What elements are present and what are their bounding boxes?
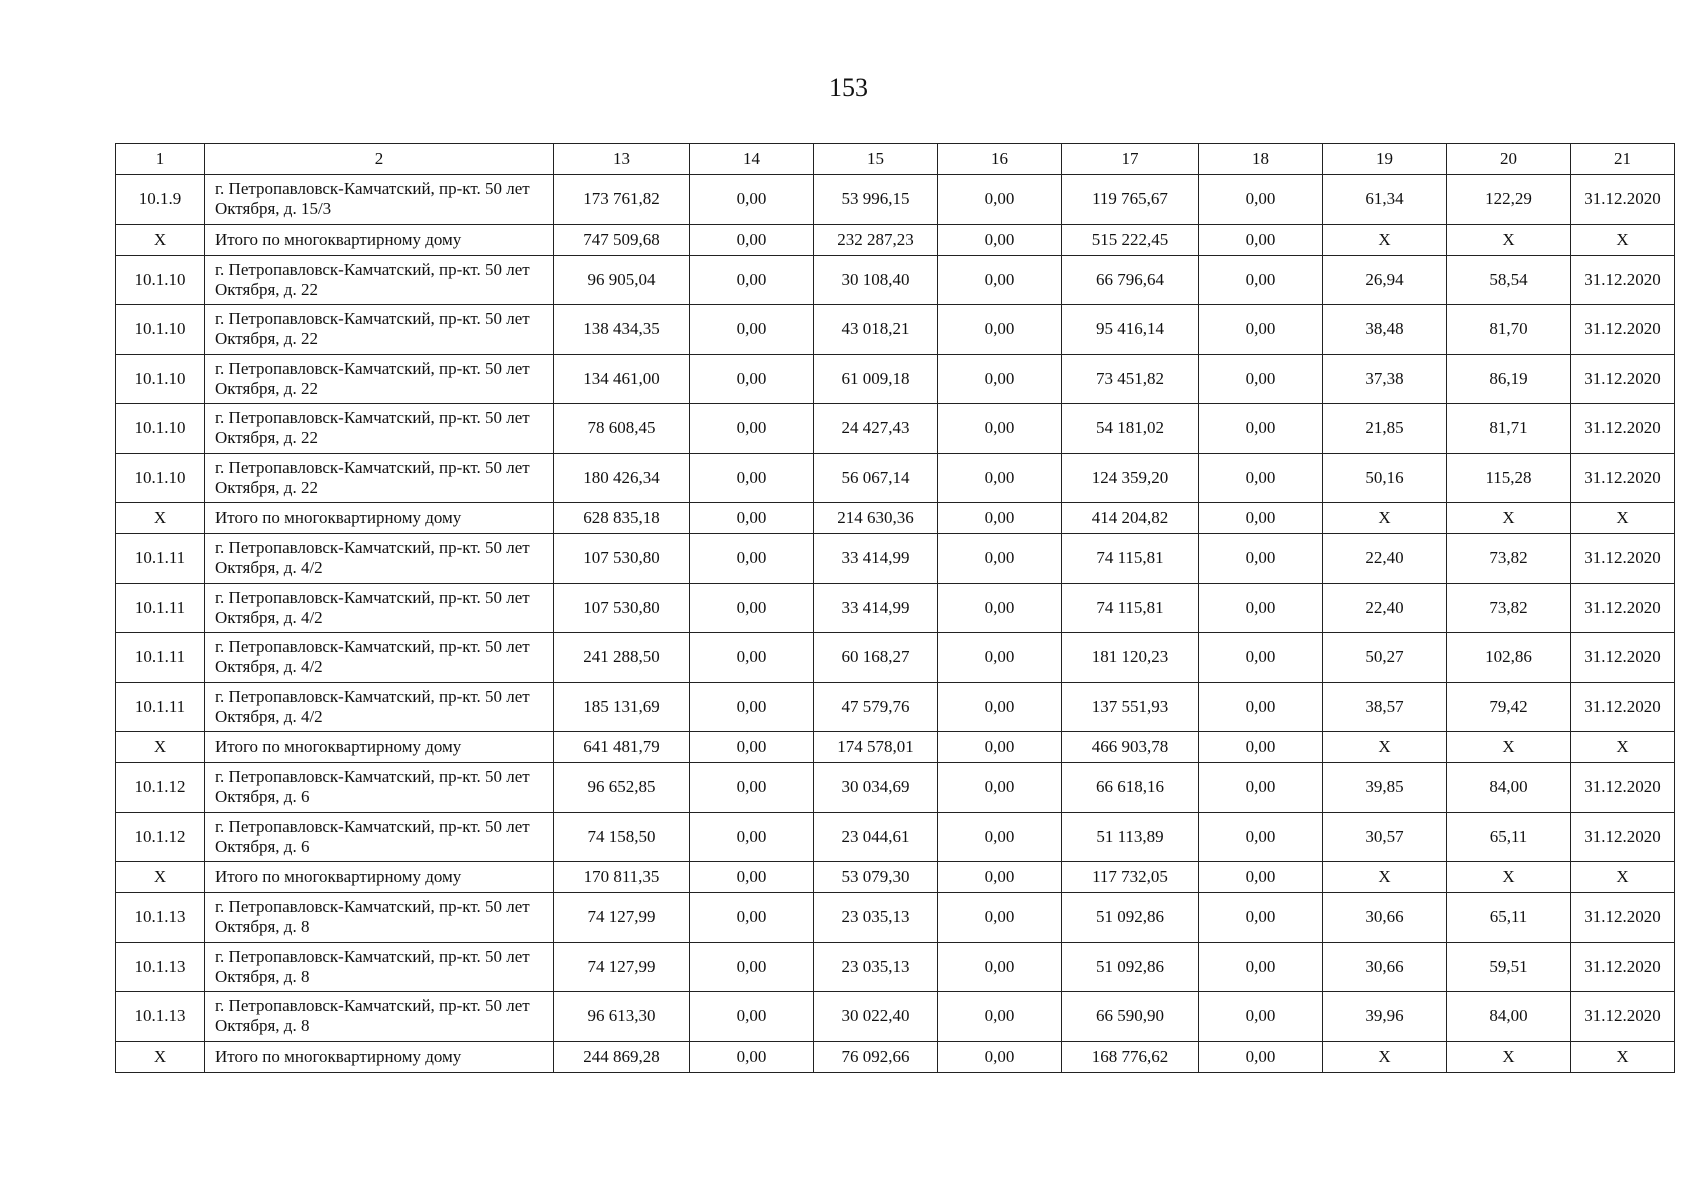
col-13-cell: 244 869,28 — [554, 1041, 690, 1072]
col-16-cell: 0,00 — [938, 583, 1062, 633]
col-15-cell: 43 018,21 — [814, 305, 938, 355]
table-row — [116, 763, 1675, 813]
col-17-cell: 137 551,93 — [1062, 682, 1199, 732]
col-20-cell: 84,00 — [1447, 763, 1571, 813]
col-13-cell: 107 530,80 — [554, 534, 690, 584]
col-16-cell: 0,00 — [938, 763, 1062, 813]
date-cell: 31.12.2020 — [1571, 534, 1675, 584]
col-16-cell: 0,00 — [938, 453, 1062, 503]
date-cell: X — [1571, 1041, 1675, 1072]
date-cell: 31.12.2020 — [1571, 633, 1675, 683]
item-number-cell: X — [116, 862, 205, 893]
col-14-cell: 0,00 — [690, 862, 814, 893]
item-number-cell: X — [116, 732, 205, 763]
col-15-cell: 232 287,23 — [814, 224, 938, 255]
col-17-cell: 74 115,81 — [1062, 534, 1199, 584]
col-14-cell: 0,00 — [690, 893, 814, 943]
col-18-cell: 0,00 — [1199, 404, 1323, 454]
address-cell: г. Петропавловск-Камчатский, пр-кт. 50 лет Октября, д. 22 — [205, 305, 554, 355]
item-number-cell: 10.1.10 — [116, 305, 205, 355]
col-14-cell: 0,00 — [690, 175, 814, 225]
col-20-cell: X — [1447, 732, 1571, 763]
col-16-cell: 0,00 — [938, 682, 1062, 732]
col-14-cell: 0,00 — [690, 453, 814, 503]
col-15-cell: 23 035,13 — [814, 893, 938, 943]
col-16-cell: 0,00 — [938, 175, 1062, 225]
header-row — [116, 144, 1675, 175]
col-18-cell: 0,00 — [1199, 763, 1323, 813]
col-20-cell: 58,54 — [1447, 255, 1571, 305]
col-17-cell: 466 903,78 — [1062, 732, 1199, 763]
col-19-cell: 50,27 — [1323, 633, 1447, 683]
column-header: 13 — [554, 144, 690, 175]
col-13-cell: 74 127,99 — [554, 893, 690, 943]
col-15-cell: 24 427,43 — [814, 404, 938, 454]
col-14-cell: 0,00 — [690, 583, 814, 633]
col-14-cell: 0,00 — [690, 992, 814, 1042]
column-header: 16 — [938, 144, 1062, 175]
col-16-cell: 0,00 — [938, 255, 1062, 305]
col-18-cell: 0,00 — [1199, 453, 1323, 503]
col-19-cell: X — [1323, 503, 1447, 534]
col-20-cell: 65,11 — [1447, 893, 1571, 943]
col-13-cell: 747 509,68 — [554, 224, 690, 255]
col-17-cell: 66 618,16 — [1062, 763, 1199, 813]
address-cell: г. Петропавловск-Камчатский, пр-кт. 50 лет Октября, д. 8 — [205, 893, 554, 943]
col-19-cell: 39,96 — [1323, 992, 1447, 1042]
col-13-cell: 96 652,85 — [554, 763, 690, 813]
col-16-cell: 0,00 — [938, 354, 1062, 404]
col-19-cell: 39,85 — [1323, 763, 1447, 813]
col-19-cell: 30,66 — [1323, 942, 1447, 992]
col-18-cell: 0,00 — [1199, 893, 1323, 943]
table-row — [116, 255, 1675, 305]
table-row — [116, 453, 1675, 503]
column-header: 18 — [1199, 144, 1323, 175]
date-cell: X — [1571, 862, 1675, 893]
col-14-cell: 0,00 — [690, 404, 814, 454]
col-15-cell: 214 630,36 — [814, 503, 938, 534]
col-19-cell: 22,40 — [1323, 583, 1447, 633]
total-row — [116, 224, 1675, 255]
item-number-cell: X — [116, 224, 205, 255]
col-19-cell: 38,57 — [1323, 682, 1447, 732]
col-15-cell: 33 414,99 — [814, 583, 938, 633]
address-cell: Итого по многоквартирному дому — [205, 224, 554, 255]
address-cell: Итого по многоквартирному дому — [205, 862, 554, 893]
col-15-cell: 174 578,01 — [814, 732, 938, 763]
col-20-cell: 86,19 — [1447, 354, 1571, 404]
table-row — [116, 633, 1675, 683]
col-17-cell: 51 113,89 — [1062, 812, 1199, 862]
col-20-cell: 73,82 — [1447, 583, 1571, 633]
date-cell: 31.12.2020 — [1571, 893, 1675, 943]
col-19-cell: 38,48 — [1323, 305, 1447, 355]
col-14-cell: 0,00 — [690, 682, 814, 732]
date-cell: 31.12.2020 — [1571, 305, 1675, 355]
col-14-cell: 0,00 — [690, 534, 814, 584]
col-16-cell: 0,00 — [938, 404, 1062, 454]
data-table — [115, 143, 1675, 1073]
col-15-cell: 30 108,40 — [814, 255, 938, 305]
col-20-cell: X — [1447, 503, 1571, 534]
item-number-cell: 10.1.13 — [116, 942, 205, 992]
date-cell: 31.12.2020 — [1571, 453, 1675, 503]
date-cell: 31.12.2020 — [1571, 404, 1675, 454]
col-15-cell: 30 022,40 — [814, 992, 938, 1042]
col-17-cell: 54 181,02 — [1062, 404, 1199, 454]
address-cell: г. Петропавловск-Камчатский, пр-кт. 50 лет Октября, д. 4/2 — [205, 682, 554, 732]
total-row — [116, 503, 1675, 534]
col-18-cell: 0,00 — [1199, 942, 1323, 992]
total-row — [116, 732, 1675, 763]
col-15-cell: 61 009,18 — [814, 354, 938, 404]
col-16-cell: 0,00 — [938, 1041, 1062, 1072]
col-13-cell: 628 835,18 — [554, 503, 690, 534]
col-18-cell: 0,00 — [1199, 534, 1323, 584]
table-row — [116, 893, 1675, 943]
col-14-cell: 0,00 — [690, 942, 814, 992]
col-19-cell: X — [1323, 224, 1447, 255]
col-20-cell: X — [1447, 1041, 1571, 1072]
col-13-cell: 78 608,45 — [554, 404, 690, 454]
col-18-cell: 0,00 — [1199, 305, 1323, 355]
date-cell: 31.12.2020 — [1571, 763, 1675, 813]
col-13-cell: 173 761,82 — [554, 175, 690, 225]
table-row — [116, 354, 1675, 404]
item-number-cell: 10.1.10 — [116, 453, 205, 503]
table-row — [116, 175, 1675, 225]
page-number: 153 — [829, 73, 868, 102]
col-20-cell: 122,29 — [1447, 175, 1571, 225]
total-row — [116, 862, 1675, 893]
col-13-cell: 74 158,50 — [554, 812, 690, 862]
col-16-cell: 0,00 — [938, 503, 1062, 534]
table-row — [116, 404, 1675, 454]
col-18-cell: 0,00 — [1199, 583, 1323, 633]
col-14-cell: 0,00 — [690, 732, 814, 763]
table-row — [116, 942, 1675, 992]
date-cell: 31.12.2020 — [1571, 942, 1675, 992]
column-header: 17 — [1062, 144, 1199, 175]
col-17-cell: 168 776,62 — [1062, 1041, 1199, 1072]
col-15-cell: 47 579,76 — [814, 682, 938, 732]
col-19-cell: 61,34 — [1323, 175, 1447, 225]
date-cell: 31.12.2020 — [1571, 175, 1675, 225]
date-cell: 31.12.2020 — [1571, 682, 1675, 732]
item-number-cell: 10.1.11 — [116, 633, 205, 683]
col-18-cell: 0,00 — [1199, 992, 1323, 1042]
col-13-cell: 96 905,04 — [554, 255, 690, 305]
table-body — [116, 175, 1675, 1073]
col-20-cell: 81,71 — [1447, 404, 1571, 454]
col-13-cell: 138 434,35 — [554, 305, 690, 355]
col-19-cell: 21,85 — [1323, 404, 1447, 454]
col-15-cell: 33 414,99 — [814, 534, 938, 584]
col-17-cell: 66 796,64 — [1062, 255, 1199, 305]
column-header: 20 — [1447, 144, 1571, 175]
col-16-cell: 0,00 — [938, 224, 1062, 255]
col-19-cell: 30,57 — [1323, 812, 1447, 862]
address-cell: г. Петропавловск-Камчатский, пр-кт. 50 лет Октября, д. 8 — [205, 992, 554, 1042]
item-number-cell: 10.1.10 — [116, 255, 205, 305]
address-cell: Итого по многоквартирному дому — [205, 503, 554, 534]
col-14-cell: 0,00 — [690, 354, 814, 404]
col-15-cell: 23 044,61 — [814, 812, 938, 862]
item-number-cell: 10.1.10 — [116, 404, 205, 454]
col-14-cell: 0,00 — [690, 633, 814, 683]
address-cell: г. Петропавловск-Камчатский, пр-кт. 50 лет Октября, д. 15/3 — [205, 175, 554, 225]
col-18-cell: 0,00 — [1199, 682, 1323, 732]
col-14-cell: 0,00 — [690, 763, 814, 813]
col-17-cell: 414 204,82 — [1062, 503, 1199, 534]
col-16-cell: 0,00 — [938, 305, 1062, 355]
column-header: 15 — [814, 144, 938, 175]
col-13-cell: 641 481,79 — [554, 732, 690, 763]
item-number-cell: 10.1.9 — [116, 175, 205, 225]
col-14-cell: 0,00 — [690, 503, 814, 534]
col-19-cell: X — [1323, 862, 1447, 893]
table-row — [116, 534, 1675, 584]
col-19-cell: 37,38 — [1323, 354, 1447, 404]
table-row — [116, 682, 1675, 732]
item-number-cell: 10.1.13 — [116, 992, 205, 1042]
col-17-cell: 124 359,20 — [1062, 453, 1199, 503]
col-15-cell: 30 034,69 — [814, 763, 938, 813]
col-16-cell: 0,00 — [938, 534, 1062, 584]
col-17-cell: 73 451,82 — [1062, 354, 1199, 404]
col-18-cell: 0,00 — [1199, 503, 1323, 534]
col-20-cell: 79,42 — [1447, 682, 1571, 732]
item-number-cell: 10.1.11 — [116, 682, 205, 732]
col-17-cell: 181 120,23 — [1062, 633, 1199, 683]
item-number-cell: 10.1.11 — [116, 534, 205, 584]
col-18-cell: 0,00 — [1199, 354, 1323, 404]
col-20-cell: 115,28 — [1447, 453, 1571, 503]
column-header: 19 — [1323, 144, 1447, 175]
col-20-cell: 84,00 — [1447, 992, 1571, 1042]
item-number-cell: 10.1.12 — [116, 812, 205, 862]
col-15-cell: 76 092,66 — [814, 1041, 938, 1072]
col-17-cell: 51 092,86 — [1062, 893, 1199, 943]
col-17-cell: 117 732,05 — [1062, 862, 1199, 893]
col-20-cell: 81,70 — [1447, 305, 1571, 355]
item-number-cell: 10.1.12 — [116, 763, 205, 813]
col-18-cell: 0,00 — [1199, 1041, 1323, 1072]
col-13-cell: 180 426,34 — [554, 453, 690, 503]
col-15-cell: 56 067,14 — [814, 453, 938, 503]
col-13-cell: 170 811,35 — [554, 862, 690, 893]
address-cell: г. Петропавловск-Камчатский, пр-кт. 50 лет Октября, д. 6 — [205, 812, 554, 862]
address-cell: г. Петропавловск-Камчатский, пр-кт. 50 лет Октября, д. 4/2 — [205, 583, 554, 633]
date-cell: 31.12.2020 — [1571, 992, 1675, 1042]
col-17-cell: 515 222,45 — [1062, 224, 1199, 255]
date-cell: 31.12.2020 — [1571, 255, 1675, 305]
address-cell: Итого по многоквартирному дому — [205, 1041, 554, 1072]
col-20-cell: X — [1447, 862, 1571, 893]
column-header: 2 — [205, 144, 554, 175]
col-15-cell: 53 079,30 — [814, 862, 938, 893]
col-18-cell: 0,00 — [1199, 812, 1323, 862]
col-20-cell: X — [1447, 224, 1571, 255]
col-18-cell: 0,00 — [1199, 255, 1323, 305]
col-16-cell: 0,00 — [938, 732, 1062, 763]
col-13-cell: 134 461,00 — [554, 354, 690, 404]
col-14-cell: 0,00 — [690, 255, 814, 305]
col-15-cell: 53 996,15 — [814, 175, 938, 225]
address-cell: Итого по многоквартирному дому — [205, 732, 554, 763]
table-row — [116, 583, 1675, 633]
col-16-cell: 0,00 — [938, 862, 1062, 893]
col-19-cell: X — [1323, 732, 1447, 763]
column-header: 14 — [690, 144, 814, 175]
col-14-cell: 0,00 — [690, 305, 814, 355]
col-20-cell: 73,82 — [1447, 534, 1571, 584]
col-18-cell: 0,00 — [1199, 633, 1323, 683]
col-14-cell: 0,00 — [690, 224, 814, 255]
col-19-cell: X — [1323, 1041, 1447, 1072]
col-17-cell: 119 765,67 — [1062, 175, 1199, 225]
col-18-cell: 0,00 — [1199, 175, 1323, 225]
col-13-cell: 241 288,50 — [554, 633, 690, 683]
address-cell: г. Петропавловск-Камчатский, пр-кт. 50 лет Октября, д. 22 — [205, 453, 554, 503]
col-20-cell: 65,11 — [1447, 812, 1571, 862]
address-cell: г. Петропавловск-Камчатский, пр-кт. 50 лет Октября, д. 4/2 — [205, 534, 554, 584]
address-cell: г. Петропавловск-Камчатский, пр-кт. 50 лет Октября, д. 8 — [205, 942, 554, 992]
date-cell: 31.12.2020 — [1571, 812, 1675, 862]
col-13-cell: 96 613,30 — [554, 992, 690, 1042]
table-row — [116, 812, 1675, 862]
item-number-cell: X — [116, 503, 205, 534]
column-header: 21 — [1571, 144, 1675, 175]
col-14-cell: 0,00 — [690, 1041, 814, 1072]
col-14-cell: 0,00 — [690, 812, 814, 862]
col-18-cell: 0,00 — [1199, 732, 1323, 763]
date-cell: X — [1571, 224, 1675, 255]
col-20-cell: 59,51 — [1447, 942, 1571, 992]
item-number-cell: 10.1.11 — [116, 583, 205, 633]
total-row — [116, 1041, 1675, 1072]
col-16-cell: 0,00 — [938, 942, 1062, 992]
address-cell: г. Петропавловск-Камчатский, пр-кт. 50 лет Октября, д. 22 — [205, 354, 554, 404]
col-17-cell: 66 590,90 — [1062, 992, 1199, 1042]
col-19-cell: 50,16 — [1323, 453, 1447, 503]
col-15-cell: 60 168,27 — [814, 633, 938, 683]
col-18-cell: 0,00 — [1199, 224, 1323, 255]
table-row — [116, 992, 1675, 1042]
date-cell: X — [1571, 503, 1675, 534]
address-cell: г. Петропавловск-Камчатский, пр-кт. 50 лет Октября, д. 6 — [205, 763, 554, 813]
table-row — [116, 305, 1675, 355]
col-16-cell: 0,00 — [938, 893, 1062, 943]
col-19-cell: 22,40 — [1323, 534, 1447, 584]
col-13-cell: 185 131,69 — [554, 682, 690, 732]
address-cell: г. Петропавловск-Камчатский, пр-кт. 50 лет Октября, д. 22 — [205, 255, 554, 305]
col-13-cell: 107 530,80 — [554, 583, 690, 633]
col-15-cell: 23 035,13 — [814, 942, 938, 992]
date-cell: X — [1571, 732, 1675, 763]
col-16-cell: 0,00 — [938, 812, 1062, 862]
address-cell: г. Петропавловск-Камчатский, пр-кт. 50 лет Октября, д. 22 — [205, 404, 554, 454]
column-header: 1 — [116, 144, 205, 175]
col-16-cell: 0,00 — [938, 633, 1062, 683]
col-17-cell: 95 416,14 — [1062, 305, 1199, 355]
col-19-cell: 26,94 — [1323, 255, 1447, 305]
date-cell: 31.12.2020 — [1571, 354, 1675, 404]
col-16-cell: 0,00 — [938, 992, 1062, 1042]
date-cell: 31.12.2020 — [1571, 583, 1675, 633]
item-number-cell: 10.1.10 — [116, 354, 205, 404]
col-17-cell: 51 092,86 — [1062, 942, 1199, 992]
col-18-cell: 0,00 — [1199, 862, 1323, 893]
item-number-cell: 10.1.13 — [116, 893, 205, 943]
col-17-cell: 74 115,81 — [1062, 583, 1199, 633]
col-20-cell: 102,86 — [1447, 633, 1571, 683]
address-cell: г. Петропавловск-Камчатский, пр-кт. 50 лет Октября, д. 4/2 — [205, 633, 554, 683]
item-number-cell: X — [116, 1041, 205, 1072]
col-13-cell: 74 127,99 — [554, 942, 690, 992]
col-19-cell: 30,66 — [1323, 893, 1447, 943]
